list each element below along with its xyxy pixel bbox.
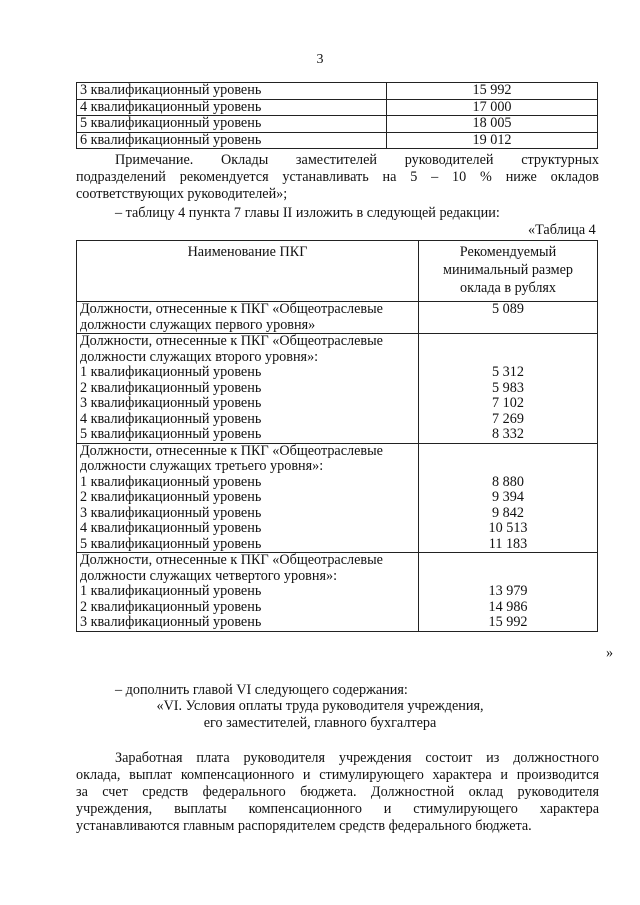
chapter-title-line-2: его заместителей, главного бухгалтера <box>203 715 437 731</box>
salary-value: 14 986 <box>488 598 528 615</box>
table-row <box>77 302 598 334</box>
salary-value: 15 992 <box>488 614 528 630</box>
salary-value: 7 269 <box>492 410 524 427</box>
group-cell <box>77 334 419 444</box>
table4-close-quote: » <box>606 645 614 661</box>
level-name: 4 квалификационный уровень <box>80 520 262 536</box>
group-title-line: Должности, отнесенные к ПКГ «Общеотраслевые <box>80 552 383 568</box>
salary-value: 19 012 <box>387 132 598 149</box>
paragraph-line-2: оклада, выплат компенсационного и стимулирующего характера и производится <box>76 767 599 783</box>
salary-values-cell <box>419 334 598 444</box>
level-name: 6 квалификационный уровень <box>77 132 387 149</box>
level-name: 3 квалификационный уровень <box>80 504 262 521</box>
group-title-line: Должности, отнесенные к ПКГ «Общеотраслевые <box>80 301 383 317</box>
level-name: 5 квалификационный уровень <box>77 116 387 133</box>
level-name: 2 квалификационный уровень <box>80 379 262 396</box>
level-name: 1 квалификационный уровень <box>80 473 262 490</box>
table-header-row <box>77 241 598 302</box>
instruction-table4: – таблицу 4 пункта 7 главы II изложить в следующей редакции: <box>115 205 500 221</box>
table-row <box>77 334 598 444</box>
note-line-1: Примечание. Оклады заместителей руководителей структурных <box>115 152 599 168</box>
group-title-line: Должности, отнесенные к ПКГ «Общеотраслевые <box>80 442 383 459</box>
paragraph-line-5: устанавливаются главным распорядителем средств федерального бюджета. <box>76 818 532 834</box>
salary-value: 13 979 <box>488 583 528 599</box>
salary-table-continued <box>76 82 598 149</box>
paragraph-line-1: Заработная плата руководителя учреждения состоит из должностного <box>115 750 599 766</box>
note-line-2: подразделений рекомендуется устанавливать на 5 – 10 % ниже окладов <box>76 169 599 185</box>
level-name: 4 квалификационный уровень <box>77 99 387 116</box>
salary-value: 5 983 <box>492 379 524 396</box>
salary-value: 11 183 <box>488 535 528 552</box>
instruction-chapter: – дополнить главой VI следующего содержания: <box>115 682 408 698</box>
salary-value: 10 513 <box>488 520 528 536</box>
salary-value: 9 394 <box>492 489 524 505</box>
level-name: 5 квалификационный уровень <box>80 426 262 442</box>
table-row <box>77 132 598 149</box>
group-title-line: должности служащих четвертого уровня»: <box>80 567 338 584</box>
level-name: 3 квалификационный уровень <box>80 614 262 630</box>
group-cell <box>77 302 419 334</box>
table-4 <box>76 240 598 632</box>
level-name: 4 квалификационный уровень <box>80 410 262 427</box>
column-header-name: Наименование ПКГ <box>77 241 419 302</box>
salary-value: 8 880 <box>492 473 524 490</box>
table4-caption: «Таблица 4 <box>528 222 596 238</box>
group-title-line: должности служащих второго уровня»: <box>80 348 319 365</box>
table-row <box>77 443 598 553</box>
note-line-3: соответствующих руководителей»; <box>76 186 288 202</box>
salary-values-cell <box>419 553 598 632</box>
column-header-salary <box>419 241 598 302</box>
group-cell <box>77 553 419 632</box>
paragraph-line-3: за счет средств федерального бюджета. Должностной оклад руководителя <box>76 784 599 800</box>
page-number: 3 <box>316 52 324 67</box>
group-title-line: должности служащих первого уровня» <box>80 316 316 333</box>
header-line: минимальный размер <box>442 262 574 278</box>
table-row <box>77 83 598 100</box>
level-name: 3 квалификационный уровень <box>80 395 262 411</box>
salary-value: 5 312 <box>492 364 524 380</box>
salary-value: 18 005 <box>387 116 598 133</box>
level-name: 5 квалификационный уровень <box>80 535 262 552</box>
level-name: 1 квалификационный уровень <box>80 583 262 599</box>
salary-value: 15 992 <box>387 83 598 100</box>
group-cell <box>77 443 419 553</box>
salary-value: 9 842 <box>492 504 524 521</box>
level-name: 2 квалификационный уровень <box>80 598 262 615</box>
table-row <box>77 116 598 133</box>
level-name: 3 квалификационный уровень <box>77 83 387 100</box>
salary-value: 8 332 <box>492 426 524 442</box>
salary-value: 5 089 <box>419 302 598 334</box>
chapter-title-line-1: «VI. Условия оплаты труда руководителя учреждения, <box>156 698 484 714</box>
group-title-line: Должности, отнесенные к ПКГ «Общеотраслевые <box>80 333 383 349</box>
group-title-line: должности служащих третьего уровня»: <box>80 458 324 474</box>
header-line: оклада в рублях <box>459 280 557 296</box>
salary-value: 7 102 <box>492 395 524 411</box>
level-name: 1 квалификационный уровень <box>80 364 262 380</box>
level-name: 2 квалификационный уровень <box>80 489 262 505</box>
table-row <box>77 553 598 632</box>
salary-values-cell <box>419 443 598 553</box>
salary-value: 17 000 <box>387 99 598 116</box>
header-line: Рекомендуемый <box>459 244 557 260</box>
table-row <box>77 99 598 116</box>
paragraph-line-4: учреждения, выплаты компенсационного и стимулирующего характера <box>76 801 599 817</box>
